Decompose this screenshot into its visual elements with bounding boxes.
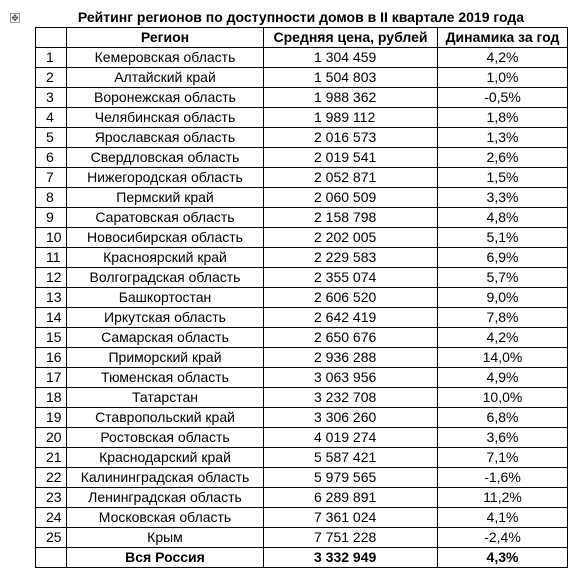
cell-number: 21 — [36, 448, 67, 468]
cell-dynamics: 4,1% — [438, 508, 568, 528]
cell-number: 2 — [36, 68, 67, 88]
cell-price: 2 060 509 — [264, 188, 438, 208]
cell-price: 4 019 274 — [264, 428, 438, 448]
cell-number: 14 — [36, 308, 67, 328]
header-region: Регион — [67, 28, 264, 48]
cell-dynamics: 4,9% — [438, 368, 568, 388]
table-row — [36, 368, 568, 388]
cell-region: Калининградская область — [67, 468, 264, 488]
total-row — [36, 548, 568, 568]
cell-price: 2 202 005 — [264, 228, 438, 248]
cell-dynamics: 2,6% — [438, 148, 568, 168]
cell-price: 2 650 676 — [264, 328, 438, 348]
cell-region: Саратовская область — [67, 208, 264, 228]
cell-region: Кемеровская область — [67, 48, 264, 68]
cell-number: 17 — [36, 368, 67, 388]
cell-region: Тюменская область — [67, 368, 264, 388]
cell-dynamics: 6,8% — [438, 408, 568, 428]
cell-region: Вся Россия — [67, 548, 264, 568]
cell-number: 11 — [36, 248, 67, 268]
cell-region: Иркутская область — [67, 308, 264, 328]
header-price: Средняя цена, рублей — [264, 28, 438, 48]
table-row — [36, 168, 568, 188]
cell-number: 1 — [36, 48, 67, 68]
cell-dynamics: -2,4% — [438, 528, 568, 548]
cell-dynamics: 11,2% — [438, 488, 568, 508]
cell-price: 1 304 459 — [264, 48, 438, 68]
cell-number: 23 — [36, 488, 67, 508]
header-row — [36, 28, 568, 48]
table-row — [36, 88, 568, 108]
cell-dynamics: 7,1% — [438, 448, 568, 468]
cell-price: 5 979 565 — [264, 468, 438, 488]
cell-region: Пермский край — [67, 188, 264, 208]
cell-price: 2 642 419 — [264, 308, 438, 328]
cell-dynamics: 4,2% — [438, 48, 568, 68]
cell-price: 3 332 949 — [264, 548, 438, 568]
cell-price: 2 936 288 — [264, 348, 438, 368]
cell-price: 1 504 803 — [264, 68, 438, 88]
table-row — [36, 448, 568, 468]
cell-dynamics: 3,6% — [438, 428, 568, 448]
cell-number: 8 — [36, 188, 67, 208]
cell-number: 20 — [36, 428, 67, 448]
cell-dynamics: 3,3% — [438, 188, 568, 208]
cell-price: 7 751 228 — [264, 528, 438, 548]
cell-price: 1 989 112 — [264, 108, 438, 128]
cell-dynamics: -0,5% — [438, 88, 568, 108]
table-row — [36, 308, 568, 328]
cell-price: 2 606 520 — [264, 288, 438, 308]
cell-dynamics: 1,0% — [438, 68, 568, 88]
cell-number: 9 — [36, 208, 67, 228]
cell-region: Башкортостан — [67, 288, 264, 308]
table-row — [36, 288, 568, 308]
cell-price: 2 016 573 — [264, 128, 438, 148]
cell-region: Татарстан — [67, 388, 264, 408]
cell-dynamics: 7,8% — [438, 308, 568, 328]
cell-region: Воронежская область — [67, 88, 264, 108]
cell-region: Новосибирская область — [67, 228, 264, 248]
cell-region: Нижегородская область — [67, 168, 264, 188]
cell-dynamics: 9,0% — [438, 288, 568, 308]
table-row — [36, 188, 568, 208]
cell-dynamics: -1,6% — [438, 468, 568, 488]
table-row — [36, 528, 568, 548]
table-row — [36, 428, 568, 448]
cell-region: Крым — [67, 528, 264, 548]
cell-price: 2 052 871 — [264, 168, 438, 188]
cell-number: 15 — [36, 328, 67, 348]
table-title: Рейтинг регионов по доступности домов в II квартале 2019 года — [77, 9, 525, 25]
cell-number: 12 — [36, 268, 67, 288]
cell-number: 24 — [36, 508, 67, 528]
cell-dynamics: 5,1% — [438, 228, 568, 248]
table-row — [36, 268, 568, 288]
cell-number: 22 — [36, 468, 67, 488]
cell-dynamics: 10,0% — [438, 388, 568, 408]
table-row — [36, 208, 568, 228]
cell-price: 5 587 421 — [264, 448, 438, 468]
cell-number: 7 — [36, 168, 67, 188]
cell-number: 25 — [36, 528, 67, 548]
regions-table — [35, 27, 568, 568]
table-row — [36, 148, 568, 168]
cell-number: 3 — [36, 88, 67, 108]
cell-price: 7 361 024 — [264, 508, 438, 528]
cell-region: Свердловская область — [67, 148, 264, 168]
header-dynamics: Динамика за год — [438, 28, 568, 48]
cell-dynamics: 1,8% — [438, 108, 568, 128]
header-number — [36, 28, 67, 48]
cell-price: 3 063 956 — [264, 368, 438, 388]
cell-number: 4 — [36, 108, 67, 128]
cell-region: Московская область — [67, 508, 264, 528]
move-cross-icon[interactable]: ✥ — [11, 13, 19, 23]
cell-price: 2 229 583 — [264, 248, 438, 268]
table-row — [36, 328, 568, 348]
cell-dynamics: 5,7% — [438, 268, 568, 288]
cell-price: 3 232 708 — [264, 388, 438, 408]
cell-number: 10 — [36, 228, 67, 248]
cell-dynamics: 4,2% — [438, 328, 568, 348]
cell-region: Ставропольский край — [67, 408, 264, 428]
cell-number: 13 — [36, 288, 67, 308]
cell-number — [36, 548, 67, 568]
cell-price: 3 306 260 — [264, 408, 438, 428]
table-row — [36, 468, 568, 488]
cell-dynamics: 4,3% — [438, 548, 568, 568]
table-row — [36, 68, 568, 88]
cell-region: Ярославская область — [67, 128, 264, 148]
table-row — [36, 388, 568, 408]
cell-dynamics: 1,5% — [438, 168, 568, 188]
cell-number: 18 — [36, 388, 67, 408]
table-row — [36, 488, 568, 508]
cell-number: 5 — [36, 128, 67, 148]
cell-region: Волгоградская область — [67, 268, 264, 288]
cell-price: 2 158 798 — [264, 208, 438, 228]
cell-price: 6 289 891 — [264, 488, 438, 508]
cell-dynamics: 4,8% — [438, 208, 568, 228]
cell-number: 16 — [36, 348, 67, 368]
cell-price: 1 988 362 — [264, 88, 438, 108]
cell-number: 6 — [36, 148, 67, 168]
table-row — [36, 408, 568, 428]
cell-price: 2 355 074 — [264, 268, 438, 288]
cell-region: Ростовская область — [67, 428, 264, 448]
cell-region: Краснодарский край — [67, 448, 264, 468]
table-row — [36, 508, 568, 528]
table-row — [36, 128, 568, 148]
cell-number: 19 — [36, 408, 67, 428]
cell-dynamics: 14,0% — [438, 348, 568, 368]
cell-region: Приморский край — [67, 348, 264, 368]
cell-price: 2 019 541 — [264, 148, 438, 168]
table-row — [36, 248, 568, 268]
cell-dynamics: 1,3% — [438, 128, 568, 148]
cell-region: Челябинская область — [67, 108, 264, 128]
cell-region: Самарская область — [67, 328, 264, 348]
table-row — [36, 348, 568, 368]
table-row — [36, 48, 568, 68]
table-row — [36, 108, 568, 128]
cell-dynamics: 6,9% — [438, 248, 568, 268]
table-row — [36, 228, 568, 248]
cell-region: Ленинградская область — [67, 488, 264, 508]
cell-region: Красноярский край — [67, 248, 264, 268]
cell-region: Алтайский край — [67, 68, 264, 88]
